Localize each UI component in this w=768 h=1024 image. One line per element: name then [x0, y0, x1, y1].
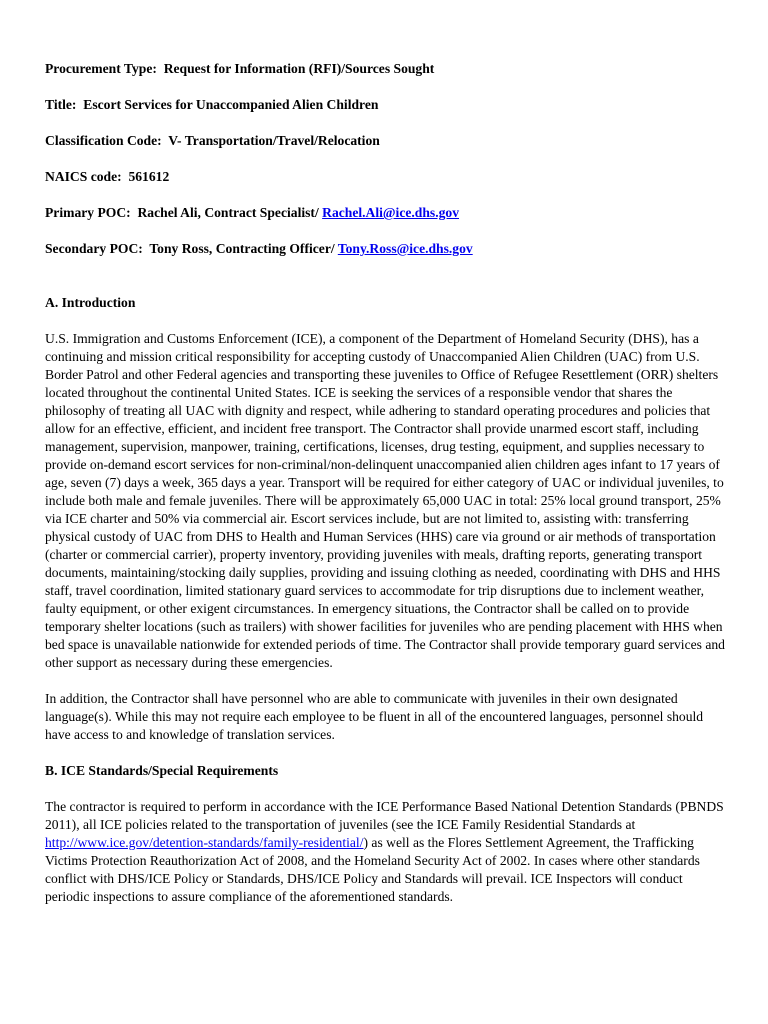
classification-code-label: Classification Code:	[45, 133, 162, 148]
naics-code-value: 561612	[128, 169, 170, 184]
classification-code-line	[45, 132, 725, 150]
family-residential-standards-link[interactable]: http://www.ice.gov/detention-standards/family-residential/	[45, 835, 364, 850]
section-b-heading: B. ICE Standards/Special Requirements	[45, 763, 279, 778]
section-b-text-part-2: ) as well as the Flores Settlement Agreement, the Trafficking Victims Protection Reauthorization Act of 2008, and the Homeland Security Act of 2002. In cases where other standards conflict with DHS/ICE Policy or Standards, DHS/ICE Policy and Standards will prevail. ICE Inspectors will conduct periodic inspections to assure compliance of the aforementioned standards.	[45, 835, 700, 904]
primary-poc-label: Primary POC:	[45, 205, 131, 220]
document-page	[45, 60, 725, 924]
spacer	[45, 276, 725, 294]
naics-code-line	[45, 168, 725, 186]
classification-code-value: V- Transportation/Travel/Relocation	[168, 133, 380, 148]
title-value: Escort Services for Unaccompanied Alien Children	[83, 97, 379, 112]
primary-poc-email-link[interactable]: Rachel.Ali@ice.dhs.gov	[322, 205, 459, 220]
title-line	[45, 96, 725, 114]
naics-code-label: NAICS code:	[45, 169, 122, 184]
section-b-text-part-1: The contractor is required to perform in accordance with the ICE Performance Based National Detention Standards (PBNDS 2011), all ICE policies related to the transportation of juveniles (see the ICE Family Residential Standards at	[45, 799, 724, 832]
primary-poc-line	[45, 204, 725, 222]
procurement-type-value: Request for Information (RFI)/Sources Sought	[163, 61, 435, 76]
section-a-paragraph-1: U.S. Immigration and Customs Enforcement (ICE), a component of the Department of Homeland Security (DHS), has a continuing and mission critical responsibility for accepting custody of Unaccompanied Alien Children (UAC) from U.S. Border Patrol and other Federal agencies and transporting these juveniles to Office of Refugee Resettlement (ORR) shelters located throughout the continental United States. ICE is seeking the services of a responsible vendor that shares the philosophy of treating all UAC with dignity and respect, while adhering to standard operating procedures and policies that allow for an effective, efficient, and incident free transport. The Contractor shall provide unarmed escort staff, including management, supervision, manpower, training, certifications, licenses, drug testing, equipment, and supplies necessary to provide on-demand escort services for non-criminal/non-delinquent unaccompanied alien children ages infant to 17 years of age, seven (7) days a week, 365 days a year. Transport will be required for either category of UAC or individual juveniles, to include both male and female juveniles. There will be approximately 65,000 UAC in total: 25% local ground transport, 25% via ICE charter and 50% via commercial air. Escort services include, but are not limited to, assisting with: transferring physical custody of UAC from DHS to Health and Human Services (HHS) care via ground or air methods of transportation (charter or commercial carrier), property inventory, providing juveniles with meals, drafting reports, generating transport documents, maintaining/stocking daily supplies, providing and issuing clothing as needed, coordinating with DHS and HHS staff, travel coordination, limited stationary guard services to accommodate for trip disruptions due to inclement weather, faulty equipment, or other exigent circumstances. In emergency situations, the Contractor shall be called on to provide temporary shelter locations (such as trailers) with shower facilities for juveniles who are pending placement with HHS when bed space is unavailable nationwide for extended periods of time. The Contractor shall provide temporary guard services and other support as necessary during these emergencies.	[45, 331, 725, 670]
secondary-poc-value: Tony Ross, Contracting Officer/	[149, 241, 335, 256]
section-a-paragraph-2: In addition, the Contractor shall have personnel who are able to communicate with juveniles in their own designated language(s). While this may not require each employee to be fluent in all of the encountered languages, personnel should have access to and knowledge of translation services.	[45, 691, 704, 742]
section-a-heading: A. Introduction	[45, 295, 136, 310]
procurement-type-label: Procurement Type:	[45, 61, 157, 76]
title-label: Title:	[45, 97, 77, 112]
primary-poc-value: Rachel Ali, Contract Specialist/	[137, 205, 319, 220]
procurement-type-line	[45, 60, 725, 78]
secondary-poc-email-link[interactable]: Tony.Ross@ice.dhs.gov	[337, 241, 473, 256]
secondary-poc-label: Secondary POC:	[45, 241, 143, 256]
section-b-paragraph-1	[45, 798, 725, 906]
secondary-poc-line	[45, 240, 725, 258]
